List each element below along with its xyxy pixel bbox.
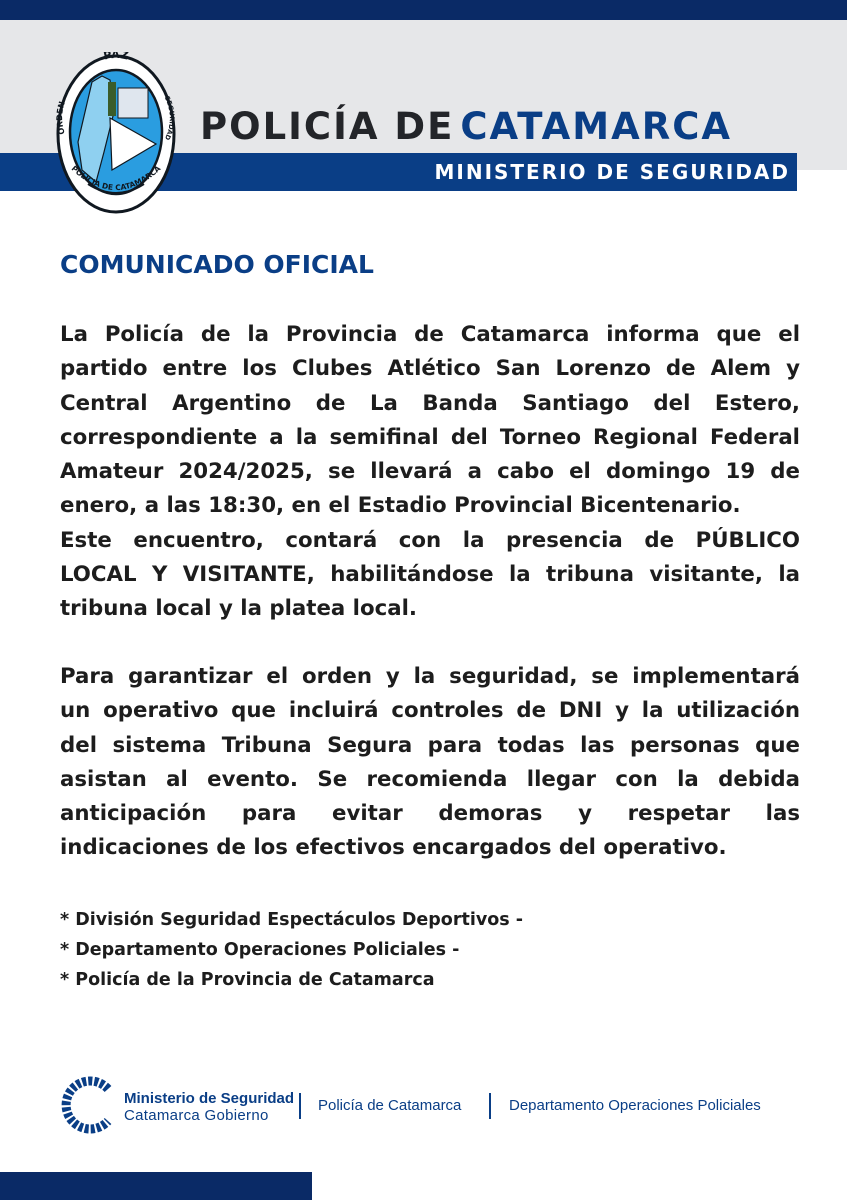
logo-text-paz: PAZ (102, 52, 130, 63)
footer-departamento: Departamento Operaciones Policiales (509, 1097, 761, 1114)
logo-text-orden: ORDEN (55, 100, 67, 136)
paragraph-line: tribuna local y la platea local. (60, 596, 418, 622)
paragraph-line: asistan al evento. Se recomienda llegar con la debida (60, 766, 800, 792)
logo-text-seguridad: SEGURIDAD (162, 94, 176, 142)
bottom-color-bar (0, 1172, 312, 1200)
signature-division: * División Seguridad Espectáculos Deportivos - (60, 910, 524, 930)
paragraph-line: partido entre los Clubes Atlético San Lorenzo de Alem y (60, 356, 800, 382)
paragraph-line: enero, a las 18:30, en el Estadio Provincial Bicentenario. (60, 493, 741, 519)
paragraph-line: Amateur 2024/2025, se llevará a cabo el domingo 19 de (60, 459, 800, 485)
signature-list (60, 905, 523, 995)
notice-paragraph-1 (60, 318, 800, 627)
paragraph-line: La Policía de la Provincia de Catamarca informa que el (60, 322, 800, 347)
paragraph-line: anticipación para evitar demoras y respetar las (60, 801, 800, 827)
paragraph-line: indicaciones de los efectivos encargados del operativo. (60, 835, 727, 861)
signature-policia: * Policía de la Provincia de Catamarca (60, 970, 435, 990)
footer-ministry-title: Ministerio de Seguridad (124, 1090, 295, 1107)
gobierno-logo (58, 1075, 118, 1135)
catamarca-c-icon (58, 1075, 118, 1135)
footer-ministry-block (124, 1090, 294, 1124)
page-title (200, 100, 732, 154)
paragraph-line: Este encuentro, contará con la presencia de PÚBLICO (60, 527, 800, 553)
paragraph-line: Para garantizar el orden y la seguridad, se implementará (60, 664, 800, 689)
paragraph-line: un operativo que incluirá controles de DNI y la utilización (60, 698, 800, 724)
notice-heading: COMUNICADO OFICIAL (60, 250, 374, 279)
signature-departamento: * Departamento Operaciones Policiales - (60, 940, 460, 960)
logo-text-bottom: POLICIA DE CATAMARCA (69, 163, 163, 193)
footer-divider (489, 1093, 491, 1119)
footer-ministry-subtitle: Catamarca Gobierno (124, 1107, 269, 1124)
top-color-bar (0, 0, 847, 20)
paragraph-line: Central Argentino de La Banda Santiago del Estero, (60, 390, 800, 416)
ministry-subtitle: MINISTERIO DE SEGURIDAD (434, 160, 790, 184)
svg-text:PAZ (102, 52, 129, 63)
paragraph-line: LOCAL Y VISITANTE, habilitándose la tribuna visitante, la (60, 562, 800, 588)
police-badge-logo (52, 52, 180, 217)
notice-paragraph-2 (60, 660, 800, 866)
footer-policia: Policía de Catamarca (318, 1097, 462, 1114)
footer-divider (299, 1093, 301, 1119)
title-part-policia: POLICÍA DE (200, 105, 455, 148)
title-part-catamarca: CATAMARCA (460, 105, 732, 148)
paragraph-line: del sistema Tribuna Segura para todas las personas que (60, 732, 800, 758)
police-shield-icon (52, 52, 180, 217)
paragraph-line: correspondiente a la semifinal del Torneo Regional Federal (60, 424, 800, 450)
